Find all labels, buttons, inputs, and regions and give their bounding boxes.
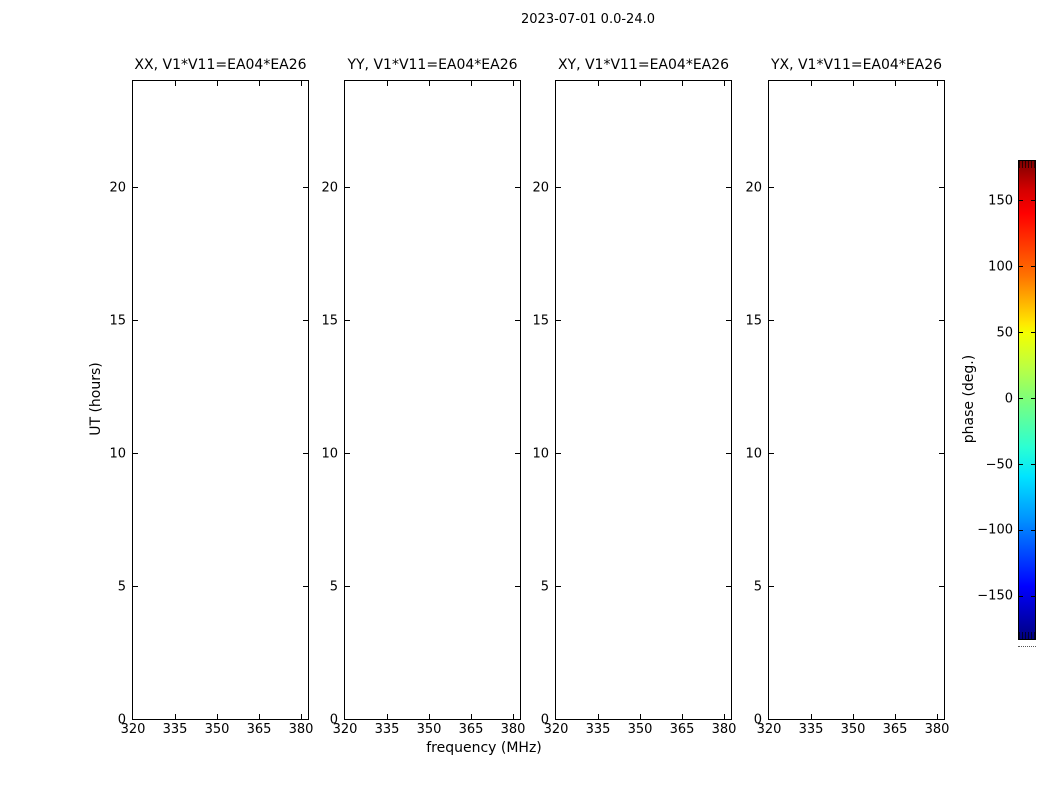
colorbar-bottom-hatch bbox=[1019, 632, 1035, 639]
colorbar-tick-right bbox=[1031, 266, 1035, 267]
y-tick-mark-right bbox=[303, 187, 308, 188]
x-tick-mark-top bbox=[175, 81, 176, 86]
y-tick-mark-left bbox=[556, 187, 561, 188]
x-tick-mark-top bbox=[301, 81, 302, 86]
colorbar-tick-left bbox=[1019, 530, 1023, 531]
colorbar-tick-right bbox=[1031, 332, 1035, 333]
x-tick-label: 335 bbox=[798, 722, 824, 737]
x-tick-label: 365 bbox=[458, 722, 484, 737]
y-tick-mark-right bbox=[939, 187, 944, 188]
colorbar-tick-label: −50 bbox=[985, 457, 1013, 472]
colorbar-tick-left bbox=[1019, 332, 1023, 333]
y-tick-label: 10 bbox=[745, 446, 762, 462]
x-tick-mark-bottom bbox=[853, 714, 854, 719]
x-tick-mark-top bbox=[387, 81, 388, 86]
y-tick-mark-right bbox=[726, 320, 731, 321]
y-tick-mark-left bbox=[769, 320, 774, 321]
colorbar-label: phase (deg.) bbox=[961, 354, 977, 444]
x-tick-mark-top bbox=[811, 81, 812, 86]
x-tick-mark-bottom bbox=[429, 714, 430, 719]
x-tick-mark-bottom bbox=[259, 714, 260, 719]
colorbar bbox=[977, 160, 1036, 640]
x-tick-label: 380 bbox=[711, 722, 737, 737]
y-tick-label: 20 bbox=[321, 180, 338, 195]
x-tick-label: 350 bbox=[840, 722, 866, 737]
x-tick-mark-bottom bbox=[640, 714, 641, 719]
y-tick-label: 15 bbox=[532, 313, 549, 329]
y-tick-mark-left bbox=[556, 320, 561, 321]
figure-title: 2023-07-01 0.0-24.0 bbox=[521, 12, 655, 27]
y-tick-label: 5 bbox=[753, 579, 762, 595]
x-tick-label: 380 bbox=[288, 722, 314, 737]
y-tick-label: 20 bbox=[109, 180, 126, 195]
subplot-title-yx: YX, V1*V11=EA04*EA26 bbox=[770, 57, 943, 73]
x-tick-label: 335 bbox=[374, 722, 400, 737]
y-tick-mark-right bbox=[939, 453, 944, 454]
x-tick-label: 380 bbox=[924, 722, 950, 737]
x-tick-mark-top bbox=[640, 81, 641, 86]
y-tick-label: 0 bbox=[117, 712, 126, 728]
y-tick-mark-left bbox=[769, 586, 774, 587]
y-tick-mark-left bbox=[345, 187, 350, 188]
x-tick-label: 320 bbox=[756, 722, 782, 737]
x-tick-label: 320 bbox=[332, 722, 358, 737]
y-tick-mark-left bbox=[133, 320, 138, 321]
colorbar-tick-left bbox=[1019, 200, 1023, 201]
colorbar-tick-right bbox=[1031, 530, 1035, 531]
y-tick-label: 20 bbox=[745, 180, 762, 195]
x-tick-label: 335 bbox=[585, 722, 611, 737]
y-tick-label: 10 bbox=[321, 446, 338, 462]
x-tick-mark-bottom bbox=[471, 714, 472, 719]
x-tick-mark-top bbox=[937, 81, 938, 86]
x-tick-mark-top bbox=[853, 81, 854, 86]
x-tick-mark-top bbox=[682, 81, 683, 86]
x-tick-mark-bottom bbox=[895, 714, 896, 719]
y-tick-mark-left bbox=[556, 453, 561, 454]
x-tick-mark-bottom bbox=[724, 714, 725, 719]
colorbar-tick-label: 50 bbox=[996, 325, 1013, 340]
x-tick-mark-top bbox=[217, 81, 218, 86]
y-tick-label: 15 bbox=[109, 313, 126, 329]
subplot-title-yy: YY, V1*V11=EA04*EA26 bbox=[347, 57, 518, 73]
x-tick-label: 380 bbox=[500, 722, 526, 737]
y-tick-mark-right bbox=[515, 320, 520, 321]
y-tick-mark-left bbox=[345, 586, 350, 587]
y-tick-mark-right bbox=[939, 586, 944, 587]
y-tick-label: 5 bbox=[329, 579, 338, 595]
x-tick-mark-top bbox=[895, 81, 896, 86]
y-tick-mark-right bbox=[939, 320, 944, 321]
y-tick-mark-right bbox=[303, 320, 308, 321]
y-tick-mark-right bbox=[303, 453, 308, 454]
x-tick-mark-bottom bbox=[811, 714, 812, 719]
x-tick-mark-top bbox=[429, 81, 430, 86]
y-tick-label: 0 bbox=[540, 712, 549, 728]
y-tick-mark-left bbox=[345, 453, 350, 454]
x-tick-label: 350 bbox=[204, 722, 230, 737]
x-tick-mark-bottom bbox=[387, 714, 388, 719]
y-tick-mark-right bbox=[726, 586, 731, 587]
y-tick-mark-right bbox=[515, 187, 520, 188]
y-tick-mark-right bbox=[303, 586, 308, 587]
colorbar-tick-left bbox=[1019, 464, 1023, 465]
colorbar-tick-label: 150 bbox=[988, 193, 1013, 209]
x-axis-label: frequency (MHz) bbox=[426, 740, 542, 756]
x-tick-mark-bottom bbox=[175, 714, 176, 719]
x-tick-mark-top bbox=[724, 81, 725, 86]
x-tick-mark-top bbox=[259, 81, 260, 86]
subplot-panel-yx bbox=[745, 57, 950, 737]
y-tick-mark-right bbox=[515, 453, 520, 454]
x-tick-label: 350 bbox=[416, 722, 442, 737]
x-tick-label: 335 bbox=[162, 722, 188, 737]
x-tick-mark-bottom bbox=[513, 714, 514, 719]
x-tick-label: 365 bbox=[669, 722, 695, 737]
x-tick-label: 320 bbox=[543, 722, 569, 737]
subplot-title-xx: XX, V1*V11=EA04*EA26 bbox=[134, 57, 307, 73]
x-tick-mark-bottom bbox=[682, 714, 683, 719]
y-tick-label: 5 bbox=[117, 579, 126, 595]
y-tick-mark-left bbox=[769, 187, 774, 188]
x-tick-mark-bottom bbox=[217, 714, 218, 719]
colorbar-tick-right bbox=[1031, 398, 1035, 399]
y-tick-label: 15 bbox=[745, 313, 762, 329]
subplot-panel-yy bbox=[321, 57, 526, 737]
y-axis-label: UT (hours) bbox=[88, 362, 104, 436]
y-tick-label: 0 bbox=[753, 712, 762, 728]
subplot-title-xy: XY, V1*V11=EA04*EA26 bbox=[557, 57, 730, 73]
x-tick-mark-bottom bbox=[301, 714, 302, 719]
x-tick-label: 365 bbox=[882, 722, 908, 737]
colorbar-dotted-edge bbox=[1018, 646, 1036, 647]
y-tick-mark-left bbox=[345, 320, 350, 321]
y-tick-label: 5 bbox=[540, 579, 549, 595]
y-tick-mark-left bbox=[769, 453, 774, 454]
y-tick-mark-right bbox=[515, 586, 520, 587]
colorbar-tick-right bbox=[1031, 464, 1035, 465]
x-tick-label: 320 bbox=[120, 722, 146, 737]
y-tick-mark-left bbox=[556, 586, 561, 587]
colorbar-tick-left bbox=[1019, 266, 1023, 267]
x-tick-mark-bottom bbox=[937, 714, 938, 719]
y-tick-mark-right bbox=[726, 187, 731, 188]
y-tick-label: 0 bbox=[329, 712, 338, 728]
y-tick-label: 10 bbox=[109, 446, 126, 462]
x-tick-mark-top bbox=[471, 81, 472, 86]
x-tick-label: 365 bbox=[246, 722, 272, 737]
subplot-panel-xy bbox=[532, 57, 737, 737]
y-tick-label: 10 bbox=[532, 446, 549, 462]
colorbar-tick-label: −150 bbox=[977, 588, 1013, 604]
y-tick-mark-left bbox=[133, 586, 138, 587]
y-tick-label: 20 bbox=[532, 180, 549, 195]
colorbar-tick-right bbox=[1031, 200, 1035, 201]
x-tick-label: 350 bbox=[627, 722, 653, 737]
colorbar-tick-label: 0 bbox=[1004, 391, 1013, 406]
colorbar-tick-left bbox=[1019, 596, 1023, 597]
subplot-panel-xx bbox=[109, 57, 314, 737]
y-tick-mark-left bbox=[133, 187, 138, 188]
y-tick-mark-right bbox=[726, 453, 731, 454]
colorbar-tick-right bbox=[1031, 596, 1035, 597]
x-tick-mark-top bbox=[598, 81, 599, 86]
colorbar-top-hatch bbox=[1019, 161, 1035, 168]
colorbar-tick-label: 100 bbox=[988, 259, 1013, 275]
y-tick-mark-left bbox=[133, 453, 138, 454]
y-tick-label: 15 bbox=[321, 313, 338, 329]
colorbar-tick-left bbox=[1019, 398, 1023, 399]
x-tick-mark-top bbox=[513, 81, 514, 86]
x-tick-mark-bottom bbox=[598, 714, 599, 719]
colorbar-tick-label: −100 bbox=[977, 522, 1013, 538]
